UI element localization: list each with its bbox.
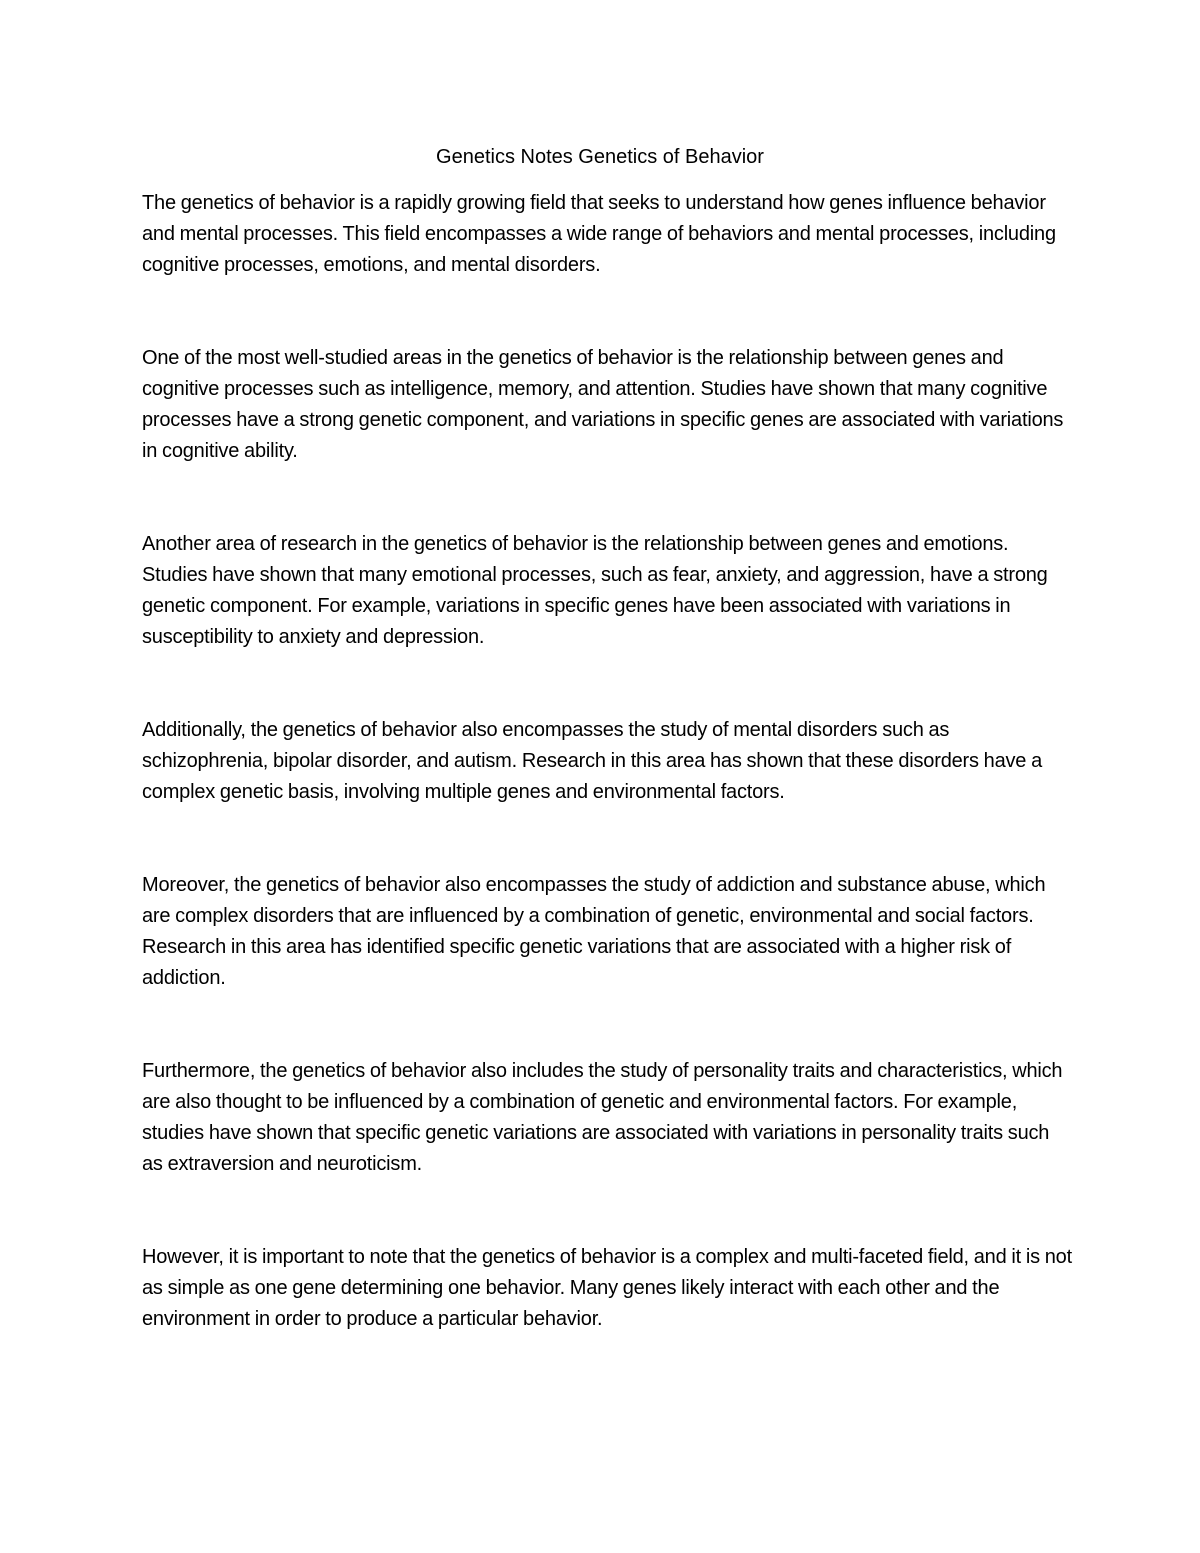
- paragraph-emotions: Another area of research in the genetics of behavior is the relationship between genes and emotions. Studies have shown that many emotional processes, such as fear, anxiety, and aggression, have a strong genetic component. For example, variations in specific genes have been associated with variations in susceptibility to anxiety and depression.: [142, 533, 1048, 648]
- paragraph-conclusion: However, it is important to note that the genetics of behavior is a complex and multi-faceted field, and it is not as simple as one gene determining one behavior. Many genes likely interact with each other and the environment in order to produce a particular behavior.: [142, 1246, 1072, 1330]
- paragraph-personality: Furthermore, the genetics of behavior also includes the study of personality traits and characteristics, which are also thought to be influenced by a combination of genetic and environmental factors. For example, studies have shown that specific genetic variations are associated with variations in personality traits such as extraversion and neuroticism.: [142, 1060, 1063, 1175]
- document-title: Genetics Notes Genetics of Behavior: [436, 146, 764, 168]
- paragraph-addiction: Moreover, the genetics of behavior also encompasses the study of addiction and substance abuse, which are complex disorders that are influenced by a combination of genetic, environmental and social factors. Research in this area has identified specific genetic variations that are associated with a higher risk of addiction.: [142, 874, 1046, 989]
- paragraph-cognitive: One of the most well-studied areas in the genetics of behavior is the relationship between genes and cognitive processes such as intelligence, memory, and attention. Studies have shown that many cognitive processes have a strong genetic component, and variations in specific genes are associated with variations in cognitive ability.: [142, 347, 1064, 462]
- paragraph-intro: The genetics of behavior is a rapidly growing field that seeks to understand how genes influence behavior and mental processes. This field encompasses a wide range of behaviors and mental processes, including cognitive processes, emotions, and mental disorders.: [142, 192, 1056, 276]
- document-body: [142, 188, 1072, 1397]
- paragraph-mental-disorders: Additionally, the genetics of behavior also encompasses the study of mental disorders such as schizophrenia, bipolar disorder, and autism. Research in this area has shown that these disorders have a complex genetic basis, involving multiple genes and environmental factors.: [142, 719, 1043, 803]
